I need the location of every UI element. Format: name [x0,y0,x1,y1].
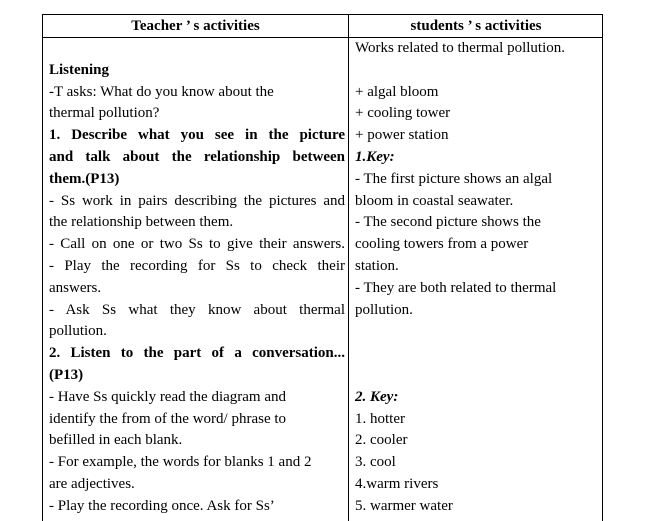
teacher-activities-column [49,38,345,518]
text-line: befilled in each blank. [49,432,183,449]
text-line: 5. warmer water [355,497,453,514]
text-line: the relationship between them. [49,214,234,231]
text-line: - Call on one or two Ss to give their answers. [49,236,345,253]
text-line: are adjectives. [49,475,135,492]
text-line: pollution. [355,301,413,318]
text-line: identify the from of the word/ phrase to [49,410,287,427]
students-activities-header: students ’ s activities [410,18,542,34]
text-line [355,60,600,82]
students-activities-column [355,38,600,518]
text-line: 3. cool [355,454,396,471]
text-line: cooling towers from a power [355,236,529,253]
text-line: 2. Key: [355,388,399,405]
text-line: bloom in coastal seawater. [355,192,514,209]
text-line: - Play the recording for Ss to check their [49,257,345,274]
text-line: - Play the recording once. Ask for Ss’ [49,497,275,514]
text-line: + algal bloom [355,83,439,100]
text-line: Listening [49,61,110,78]
text-line [355,343,600,365]
text-line: - The second picture shows the [355,214,541,231]
column-divider [348,15,349,521]
text-line: - They are both related to thermal [355,279,557,296]
text-line: station. [355,257,399,274]
text-line: -T asks: What do you know about the [49,83,274,100]
text-line [49,38,345,60]
lesson-table [42,14,603,521]
text-line [355,321,600,343]
text-line: (P13) [49,366,84,383]
text-line: pollution. [49,323,107,340]
text-line: - The first picture shows an algal [355,170,553,187]
text-line: them.(P13) [49,170,120,187]
text-line: 4.warm rivers [355,475,439,492]
text-line: answers. [49,279,102,296]
text-line: Works related to thermal pollution. [355,40,565,56]
text-line: - Have Ss quickly read the diagram and [49,388,287,405]
text-line: 2. Listen to the part of a conversation... [49,345,345,362]
text-line [355,365,600,387]
text-line: and talk about the relationship between [49,148,345,165]
text-line: 1.Key: [355,148,395,165]
text-line: - Ss work in pairs describing the pictures and [49,192,345,209]
text-line: 2. cooler [355,432,408,449]
text-line: - Ask Ss what they know about thermal [49,301,345,318]
text-line: + cooling tower [355,105,451,122]
text-line: + power station [355,127,449,144]
teacher-activities-header: Teacher ’ s activities [131,18,260,34]
text-line: - For example, the words for blanks 1 and 2 [49,454,312,471]
text-line: 1. Describe what you see in the picture [49,127,345,144]
text-line: 1. hotter [355,410,405,427]
text-line: thermal pollution? [49,105,160,122]
